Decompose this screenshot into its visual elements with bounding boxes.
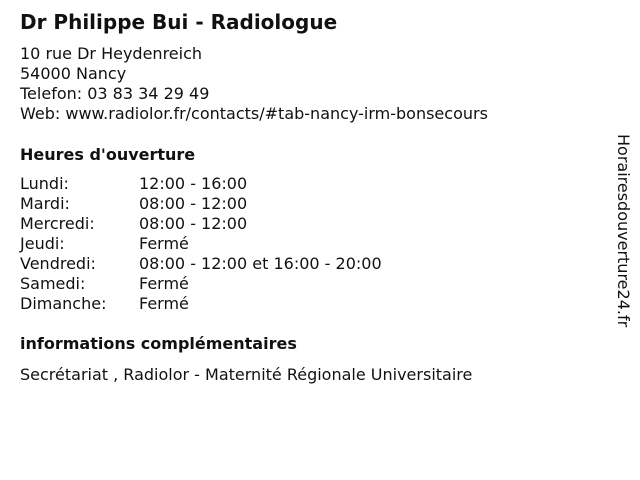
hours-heading: Heures d'ouverture (20, 145, 196, 164)
hours-day: Mercredi: (20, 214, 95, 233)
hours-time: Fermé (139, 294, 189, 313)
hours-row-sunday (20, 294, 382, 314)
additional-info-heading: informations complémentaires (20, 334, 297, 353)
hours-day: Dimanche: (20, 294, 107, 313)
address-block (20, 44, 488, 124)
hours-time: 08:00 - 12:00 (139, 194, 248, 213)
hours-row-thursday (20, 234, 382, 254)
phone-number: Telefon: 03 83 34 29 49 (20, 84, 210, 103)
hours-row-tuesday (20, 194, 382, 214)
website-line: Web: www.radiolor.fr/contacts/#tab-nancy-irm-bonsecours (20, 104, 488, 123)
hours-time: 12:00 - 16:00 (139, 174, 248, 193)
hours-row-saturday (20, 274, 382, 294)
hours-time: 08:00 - 12:00 (139, 214, 248, 233)
hours-day: Mardi: (20, 194, 70, 213)
hours-day: Lundi: (20, 174, 69, 193)
hours-time: Fermé (139, 234, 189, 253)
hours-day: Samedi: (20, 274, 86, 293)
hours-time: 08:00 - 12:00 et 16:00 - 20:00 (139, 254, 382, 273)
address-street: 10 rue Dr Heydenreich (20, 44, 203, 63)
hours-row-monday (20, 174, 382, 194)
site-watermark-label: Horairesdouverture24.fr (614, 134, 633, 328)
additional-info-text: Secrétariat , Radiolor - Maternité Régionale Universitaire (20, 365, 473, 384)
opening-hours-table (20, 174, 382, 314)
hours-time: Fermé (139, 274, 189, 293)
address-city: 54000 Nancy (20, 64, 127, 83)
hours-row-friday (20, 254, 382, 274)
hours-day: Jeudi: (20, 234, 65, 253)
hours-row-wednesday (20, 214, 382, 234)
page-title: Dr Philippe Bui - Radiologue (20, 10, 338, 34)
hours-day: Vendredi: (20, 254, 96, 273)
